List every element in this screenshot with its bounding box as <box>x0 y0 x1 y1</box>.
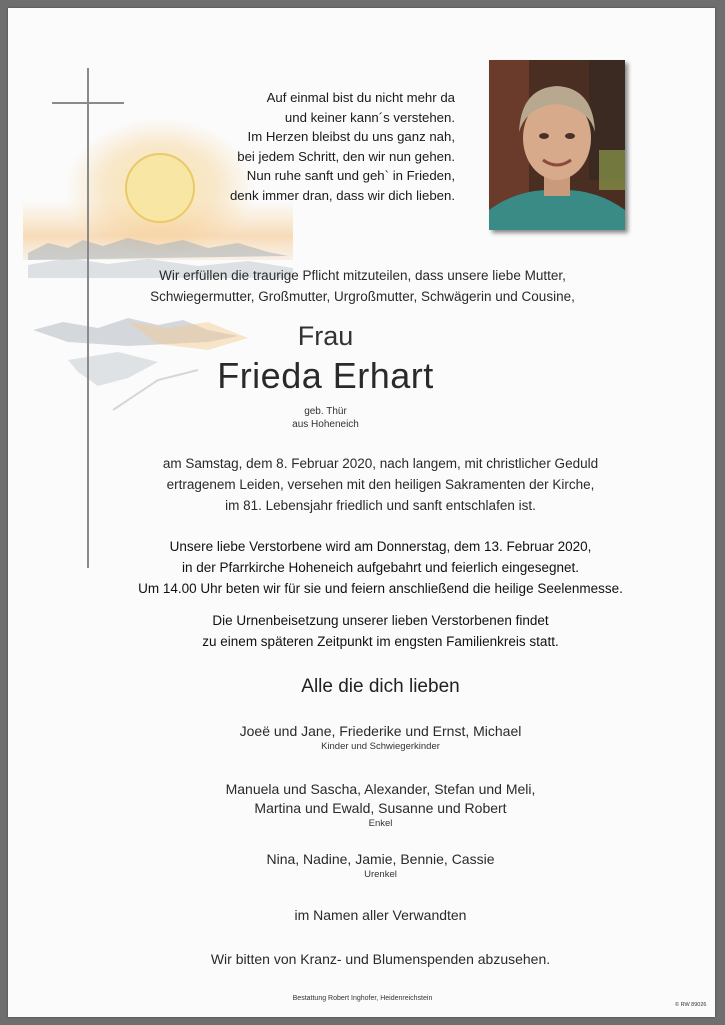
poem-line: Auf einmal bist du nicht mehr da <box>266 90 455 105</box>
urn-burial-notice <box>18 610 725 652</box>
funeral-details <box>18 536 725 599</box>
print-code: © RW 89026 <box>675 1002 707 1008</box>
mourners-heading: Alle die dich lieben <box>301 676 460 697</box>
salutation: Frau <box>297 321 354 351</box>
family-great-grandchildren: Nina, Nadine, Jamie, Bennie, Cassie <box>266 851 495 867</box>
death-notice-line: ertragenem Leiden, versehen mit den heiligen Sakramenten der Kirche, <box>166 477 595 492</box>
relation-label: Urenkel <box>364 869 397 880</box>
relation-label: Enkel <box>368 818 393 829</box>
death-notice <box>18 453 725 516</box>
family-line: Manuela und Sascha, Alexander, Stefan und Meli, <box>225 781 536 797</box>
poem-line: denk immer dran, dass wir dich lieben. <box>229 187 455 203</box>
family-children: Joeë und Jane, Friederike und Ernst, Michael <box>239 723 522 739</box>
poem-line: Nun ruhe sanft und geh` in Frieden, <box>246 168 455 183</box>
urn-line: zu einem späteren Zeitpunkt im engsten Familienkreis statt. <box>202 634 559 649</box>
funeral-home-footer: Bestattung Robert Inghofer, Heidenreichstein <box>292 995 433 1002</box>
donation-request: Wir bitten von Kranz- und Blumenspenden abzusehen. <box>210 951 551 967</box>
poem-line: Im Herzen bleibst du uns ganz nah, <box>247 129 455 144</box>
deceased-name: Frieda Erhart <box>217 355 434 396</box>
birth-name: geb. Thür <box>304 406 347 417</box>
portrait-image <box>489 60 625 230</box>
family-line: Martina und Ewald, Susanne und Robert <box>254 800 507 816</box>
intro-text <box>0 265 725 307</box>
funeral-line: Um 14.00 Uhr beten wir für sie und feiern anschließend die heilige Seelenmesse. <box>138 581 623 596</box>
on-behalf-line: im Namen aller Verwandten <box>294 907 467 923</box>
funeral-line: Unsere liebe Verstorbene wird am Donnerstag, dem 13. Februar 2020, <box>169 539 592 554</box>
intro-line: Wir erfüllen die traurige Pflicht mitzuteilen, dass unsere liebe Mutter, <box>159 268 566 283</box>
funeral-line: in der Pfarrkirche Hoheneich aufgebahrt und feierlich eingesegnet. <box>182 560 579 575</box>
relation-label: Kinder und Schwiegerkinder <box>321 741 440 752</box>
family-grandchildren <box>18 780 725 818</box>
origin: aus Hoheneich <box>292 419 359 430</box>
poem-line: bei jedem Schritt, den wir nun gehen. <box>237 148 455 164</box>
portrait-photo <box>489 60 625 230</box>
intro-line: Schwiegermutter, Großmutter, Urgroßmutter, Schwägerin und Cousine, <box>150 289 575 304</box>
memorial-poem <box>180 88 455 205</box>
birth-info <box>0 405 688 431</box>
urn-line: Die Urnenbeisetzung unserer lieben Verstorbenen findet <box>212 613 549 628</box>
death-notice-line: am Samstag, dem 8. Februar 2020, nach langem, mit christlicher Geduld <box>162 456 599 471</box>
death-notice-line: im 81. Lebensjahr friedlich und sanft entschlafen ist. <box>225 498 536 513</box>
poem-line: und keiner kann´s verstehen. <box>284 109 455 125</box>
